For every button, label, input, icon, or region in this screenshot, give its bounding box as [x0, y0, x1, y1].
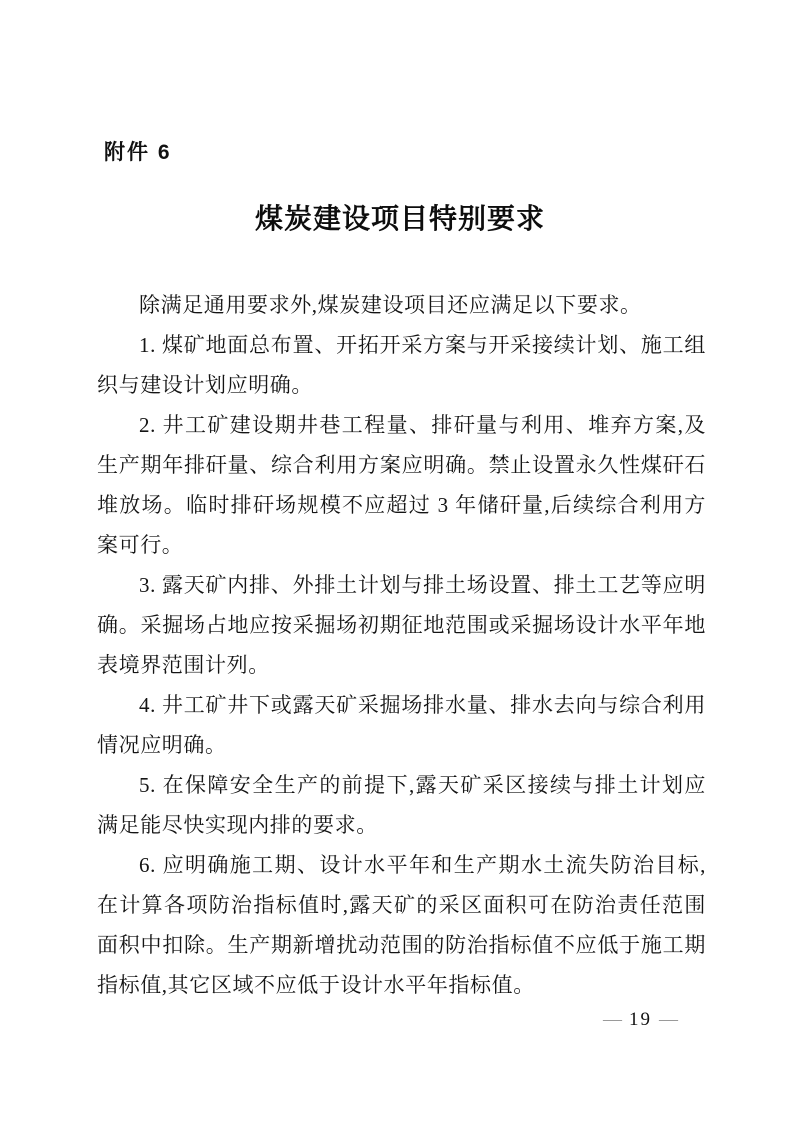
paragraph-item-6: 6. 应明确施工期、设计水平年和生产期水土流失防治目标,在计算各项防治指标值时,露天矿的采区面积可在防治责任范围面积中扣除。生产期新增扰动范围的防治指标值不应低于施工期指标值,其它区域不应低于设计水平年指标值。 — [97, 853, 706, 997]
paragraph-item-2: 2. 井工矿建设期井巷工程量、排矸量与利用、堆弃方案,及生产期年排矸量、综合利用方案应明确。禁止设置永久性煤矸石堆放场。临时排矸场规模不应超过 3 年储矸量,后续综合利用方案可行。 — [97, 413, 706, 557]
paragraph-item-3: 3. 露天矿内排、外排土计划与排土场设置、排土工艺等应明确。采掘场占地应按采掘场初期征地范围或采掘场设计水平年地表境界范围计列。 — [97, 573, 706, 677]
page-footer — [596, 1008, 685, 1032]
footer-left-dash: — — [603, 1011, 622, 1028]
intro-paragraph: 除满足通用要求外,煤炭建设项目还应满足以下要求。 — [139, 293, 642, 317]
paragraph-item-4: 4. 井工矿井下或露天矿采掘场排水量、排水去向与综合利用情况应明确。 — [97, 693, 706, 757]
paragraph-item-5: 5. 在保障安全生产的前提下,露天矿采区接续与排土计划应满足能尽快实现内排的要求。 — [97, 773, 706, 837]
document-body — [97, 285, 706, 1005]
footer-right-dash: — — [659, 1011, 678, 1028]
paragraph-item-1: 1. 煤矿地面总布置、开拓开采方案与开采接续计划、施工组织与建设计划应明确。 — [97, 333, 706, 397]
attachment-label: 附件 6 — [104, 141, 172, 164]
page-title: 煤炭建设项目特别要求 — [254, 202, 545, 234]
page-number: 19 — [629, 1009, 652, 1030]
